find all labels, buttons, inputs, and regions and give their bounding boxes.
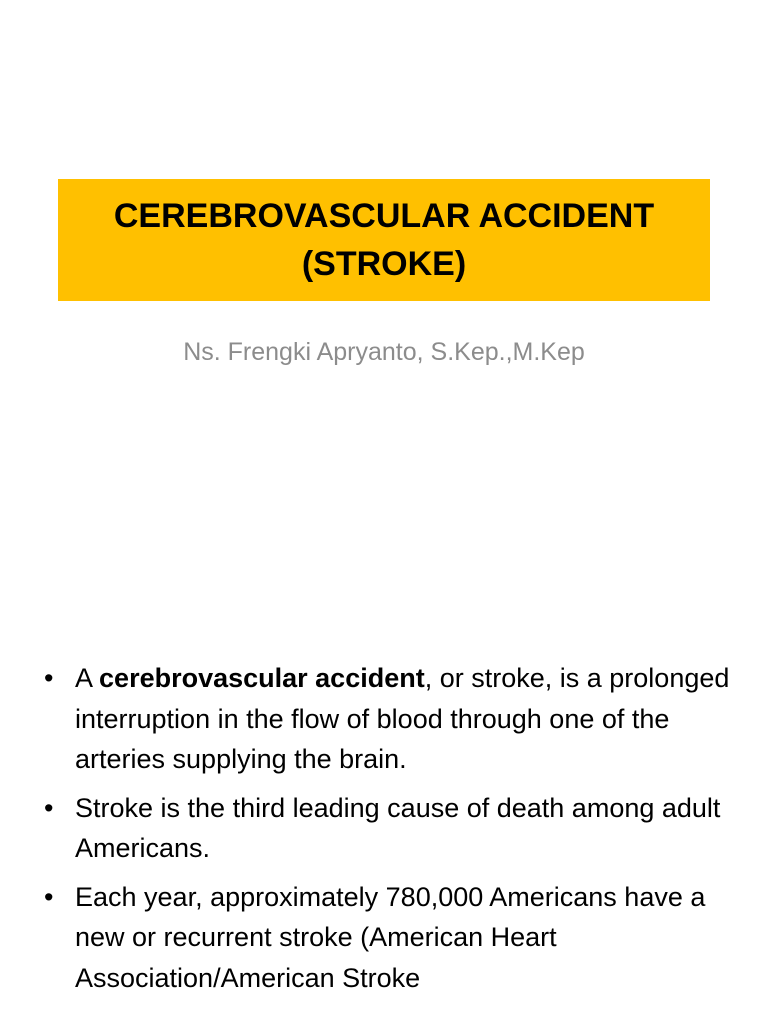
bullet-item-cause-of-death	[40, 788, 740, 869]
slide-title: CEREBROVASCULAR ACCIDENT (STROKE)	[113, 197, 655, 283]
bullet-prefix: A	[75, 663, 100, 693]
bullet-dot-icon: •	[44, 663, 54, 693]
bold-term: cerebrovascular accident	[99, 663, 425, 693]
bullet-suffix: , or stroke, is a prolonged interruption in the flow of blood through one of the arteries supplying the brain.	[75, 663, 730, 774]
author-subtitle: Ns. Frengki Apryanto, S.Kep.,M.Kep	[183, 338, 585, 366]
title-banner	[58, 179, 710, 301]
bullet-dot-icon: •	[44, 881, 54, 912]
bullet-dot-icon: •	[44, 792, 54, 823]
bullet-text: Each year, approximately 780,000 Americans have a new or recurrent stroke (American Heart Association/American Stroke	[75, 881, 706, 993]
bullet-text: Stroke is the third leading cause of death among adult Americans.	[75, 792, 721, 863]
bullet-item-incidence	[40, 877, 740, 999]
bullet-list	[40, 658, 740, 1006]
content-slide	[0, 512, 768, 1024]
bullet-item-definition	[40, 658, 740, 780]
